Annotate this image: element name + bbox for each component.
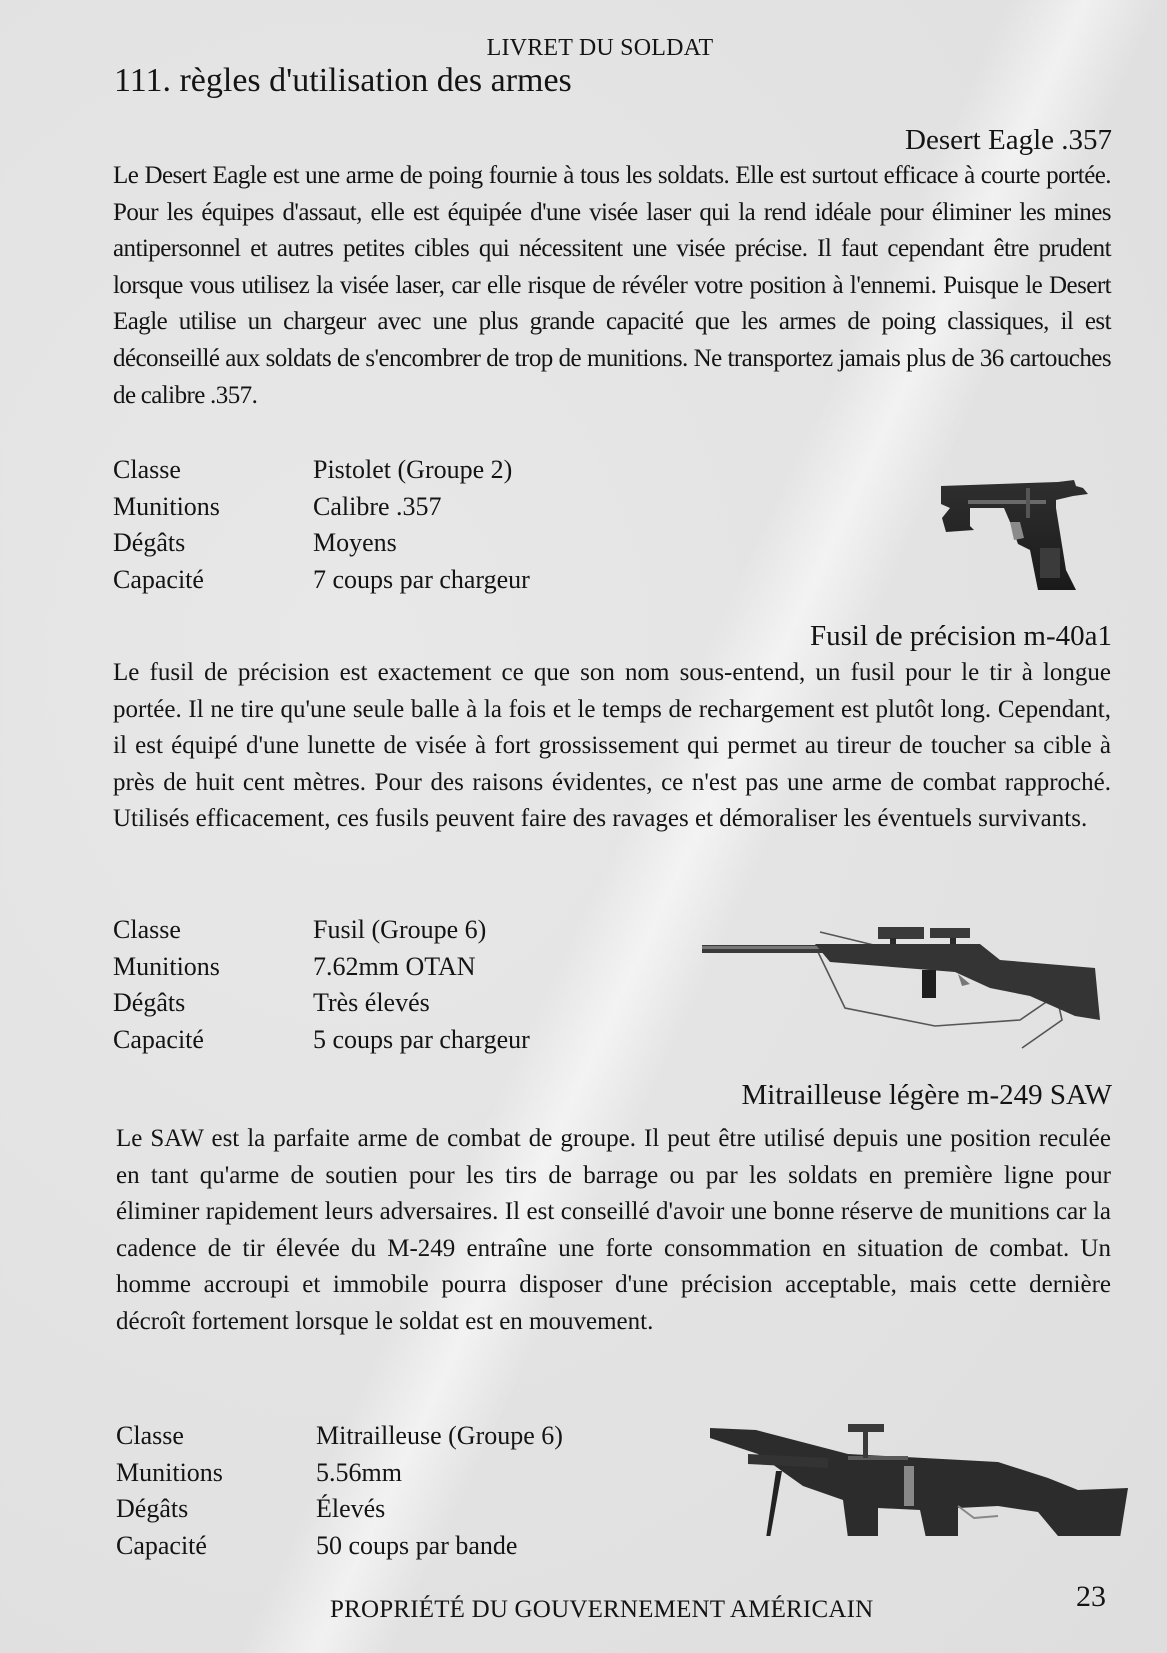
weapon-description-desert-eagle: Le Desert Eagle est une arme de poing fournie à tous les soldats. Elle est surtout efficace à courte portée. Pour les équipes d'assaut, elle est équipée d'une visée laser qui la rend idéale pour éliminer les mines antipersonnel et autres petites cibles qui nécessitent une visée précise. Il faut cependant être prudent lorsque vous utilisez la visée laser, car elle risque de révéler votre position à l'ennemi. Puisque le Desert Eagle utilise un chargeur avec une plus grande capacité que les armes de poing classiques, il est déconseillé aux soldats de s'encombrer de trop de munitions. Ne transportez jamais plus de 36 cartouches de calibre .357. bbox=[113, 162, 1111, 409]
running-header: LIVRET DU SOLDAT bbox=[486, 35, 714, 61]
weapon-stats-m40a1 bbox=[113, 912, 530, 1058]
stat-label: Munitions bbox=[116, 1457, 223, 1487]
page-number: 23 bbox=[1076, 1580, 1106, 1613]
stat-label: Classe bbox=[113, 915, 181, 944]
stat-value: 7 coups par chargeur bbox=[313, 564, 530, 594]
pistol-icon bbox=[938, 478, 1106, 593]
stat-row bbox=[116, 1528, 563, 1565]
stat-row bbox=[113, 525, 530, 562]
weapon-stats-desert-eagle bbox=[113, 452, 530, 598]
stat-label: Classe bbox=[113, 455, 181, 484]
stat-label: Munitions bbox=[113, 951, 220, 981]
weapon-description-m40a1: Le fusil de précision est exactement ce que son nom sous-entend, un fusil pour le tir à longue portée. Il ne tire qu'une seule balle à la fois et le temps de rechargement est plutôt long. Cependant, il est équipé d'une lunette de visée à fort grossissement qui permet au tireur de toucher sa cible à près de huit cent mètres. Pour des raisons évidentes, ce n'est pas une arme de combat rapproché. Utilisés efficacement, ces fusils peuvent faire des ravages et démoraliser les éventuels survivants. bbox=[113, 659, 1111, 833]
stat-label: Dégâts bbox=[116, 1494, 189, 1524]
stat-label: Capacité bbox=[113, 1024, 204, 1054]
weapon-description-m249-saw: Le SAW est la parfaite arme de combat de groupe. Il peut être utilisé depuis une position reculée en tant qu'arme de soutien pour les tirs de barrage ou par les soldats en première ligne pour éliminer rapidement leurs adversaires. Il est conseillé d'avoir une bonne réserve de munitions car la cadence de tir élevée du M-249 entraîne une forte consommation en situation de combat. Un homme accroupi et immobile pourra disposer d'une précision acceptable, mais cette dernière décroît fortement lorsque le soldat est en mouvement. bbox=[116, 1125, 1111, 1335]
stat-value: Très élevés bbox=[313, 988, 430, 1018]
stat-label: Capacité bbox=[116, 1530, 207, 1560]
weapon-title-desert-eagle: Desert Eagle .357 bbox=[905, 124, 1112, 156]
stat-row bbox=[116, 1418, 563, 1455]
stat-value: Calibre .357 bbox=[313, 491, 442, 521]
stat-row bbox=[113, 949, 530, 986]
stat-label: Dégâts bbox=[113, 528, 186, 558]
stat-row bbox=[113, 452, 530, 489]
stat-row bbox=[113, 489, 530, 526]
stat-value: Moyens bbox=[313, 528, 397, 558]
footer-text: PROPRIÉTÉ DU GOUVERNEMENT AMÉRICAIN bbox=[330, 1596, 874, 1623]
weapon-title-m249-saw: Mitrailleuse légère m-249 SAW bbox=[741, 1079, 1112, 1111]
stat-value: 5 coups par chargeur bbox=[313, 1024, 530, 1054]
stat-row bbox=[113, 562, 530, 599]
stat-label: Dégâts bbox=[113, 988, 186, 1018]
stat-label: Classe bbox=[116, 1421, 184, 1450]
machine-gun-icon bbox=[708, 1416, 1130, 1536]
stat-label: Capacité bbox=[113, 564, 204, 594]
stat-row bbox=[113, 985, 530, 1022]
stat-value: 50 coups par bande bbox=[316, 1530, 518, 1560]
stat-value: Pistolet (Groupe 2) bbox=[313, 455, 513, 484]
stat-row bbox=[116, 1491, 563, 1528]
chapter-title: 111. règles d'utilisation des armes bbox=[114, 62, 572, 99]
stat-row bbox=[113, 912, 530, 949]
stat-value: 7.62mm OTAN bbox=[313, 951, 476, 981]
stat-value: Fusil (Groupe 6) bbox=[313, 915, 487, 944]
stat-row bbox=[113, 1022, 530, 1059]
stat-value: Mitrailleuse (Groupe 6) bbox=[316, 1421, 563, 1450]
weapon-title-m40a1: Fusil de précision m-40a1 bbox=[809, 620, 1112, 652]
weapon-stats-m249-saw bbox=[116, 1418, 563, 1564]
stat-value: 5.56mm bbox=[316, 1457, 402, 1487]
sniper-rifle-icon bbox=[700, 924, 1105, 1054]
stat-label: Munitions bbox=[113, 491, 220, 521]
stat-value: Élevés bbox=[316, 1494, 386, 1524]
stat-row bbox=[116, 1455, 563, 1492]
